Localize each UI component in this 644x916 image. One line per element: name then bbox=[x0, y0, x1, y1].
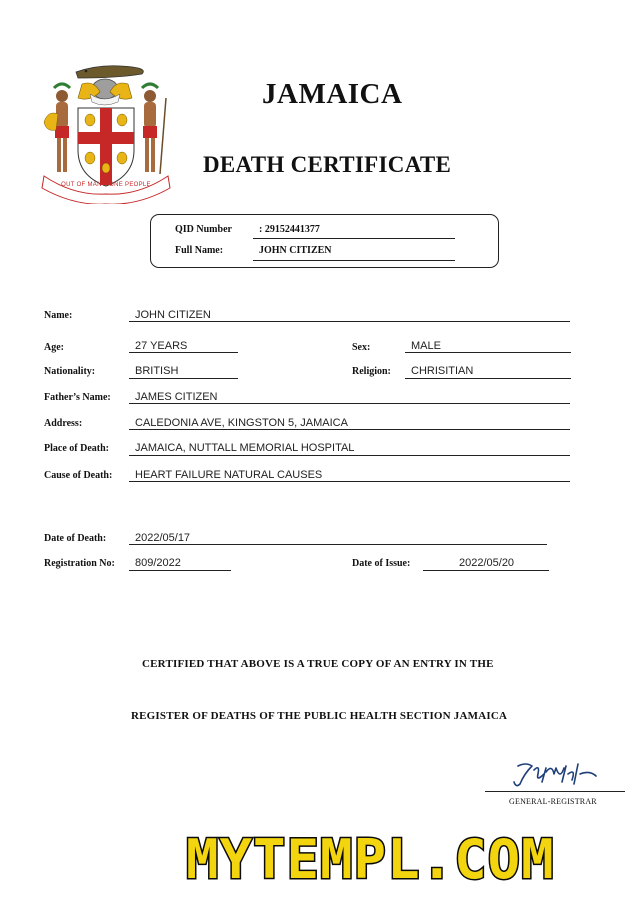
place-of-death-underline bbox=[129, 455, 570, 456]
cause-of-death-label: Cause of Death: bbox=[44, 470, 113, 481]
father-name-underline bbox=[129, 403, 570, 404]
date-of-death-underline bbox=[129, 544, 547, 545]
date-of-issue-underline bbox=[423, 570, 549, 571]
place-of-death-label: Place of Death: bbox=[44, 443, 109, 454]
registrar-signature bbox=[510, 760, 600, 790]
coat-of-arms-emblem bbox=[34, 58, 176, 204]
age-value: 27 YEARS bbox=[135, 340, 188, 352]
religion-underline bbox=[405, 378, 571, 379]
registration-value: 809/2022 bbox=[135, 557, 181, 569]
father-name-label: Father’s Name: bbox=[44, 392, 111, 403]
date-of-issue-label: Date of Issue: bbox=[352, 558, 411, 569]
sex-underline bbox=[405, 352, 571, 353]
registration-underline bbox=[129, 570, 231, 571]
certification-line-1: CERTIFIED THAT ABOVE IS A TRUE COPY OF AN ENTRY IN THE bbox=[142, 658, 494, 670]
name-label: Name: bbox=[44, 310, 73, 321]
date-of-death-value: 2022/05/17 bbox=[135, 532, 191, 544]
identity-box bbox=[150, 214, 499, 268]
name-value: JOHN CITIZEN bbox=[135, 309, 211, 321]
sex-label: Sex: bbox=[352, 342, 371, 353]
sex-value: MALE bbox=[411, 340, 441, 352]
qid-label: QID Number bbox=[175, 224, 232, 235]
address-value: CALEDONIA AVE, KINGSTON 5, JAMAICA bbox=[135, 417, 348, 429]
document-title: DEATH CERTIFICATE bbox=[203, 152, 452, 177]
cause-of-death-underline bbox=[129, 481, 570, 482]
address-label: Address: bbox=[44, 418, 83, 429]
place-of-death-value: JAMAICA, NUTTALL MEMORIAL HOSPITAL bbox=[135, 442, 355, 454]
nationality-label: Nationality: bbox=[44, 366, 96, 377]
father-name-value: JAMES CITIZEN bbox=[135, 391, 218, 403]
certification-line-2: REGISTER OF DEATHS OF THE PUBLIC HEALTH SECTION JAMAICA bbox=[131, 710, 508, 722]
full-name-label: Full Name: bbox=[175, 245, 224, 256]
country-heading: JAMAICA bbox=[262, 78, 403, 110]
nationality-underline bbox=[129, 378, 238, 379]
name-underline bbox=[129, 321, 570, 322]
date-of-issue-value: 2022/05/20 bbox=[459, 557, 515, 569]
age-underline bbox=[129, 352, 238, 353]
motto-text: OUT OF MANY, ONE PEOPLE bbox=[61, 182, 151, 188]
full-name-underline bbox=[253, 260, 455, 261]
full-name-value: JOHN CITIZEN bbox=[259, 245, 332, 256]
registration-label: Registration No: bbox=[44, 558, 115, 569]
religion-label: Religion: bbox=[352, 366, 391, 377]
age-label: Age: bbox=[44, 342, 64, 353]
signature-line bbox=[485, 791, 625, 792]
religion-value: CHRISITIAN bbox=[411, 365, 474, 377]
registrar-title: GENERAL-REGISTRAR bbox=[509, 797, 597, 806]
cause-of-death-value: HEART FAILURE NATURAL CAUSES bbox=[135, 469, 323, 481]
address-underline bbox=[129, 429, 570, 430]
nationality-value: BRITISH bbox=[135, 365, 179, 377]
date-of-death-label: Date of Death: bbox=[44, 533, 107, 544]
qid-underline bbox=[253, 238, 455, 239]
qid-value: : 29152441377 bbox=[259, 224, 320, 235]
watermark-text: MYTEMPL.COM bbox=[186, 828, 555, 891]
